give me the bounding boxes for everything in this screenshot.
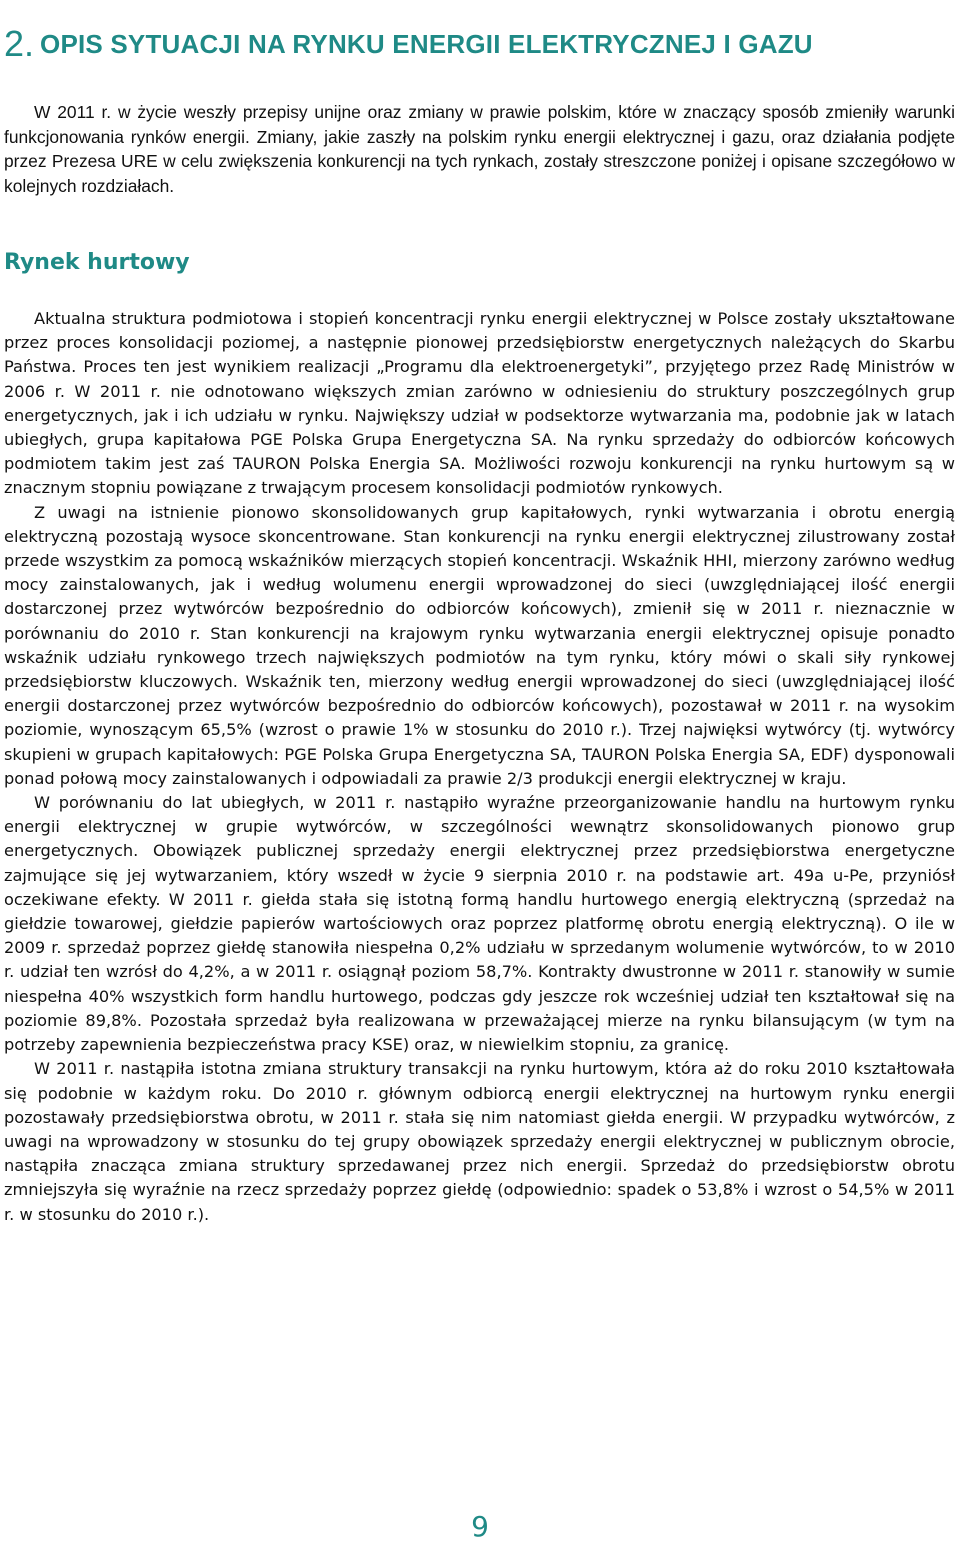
section-heading: Rynek hurtowy [4,250,190,275]
intro-text: W 2011 r. w życie weszły przepisy unijne oraz zmiany w prawie polskim, które w znaczący sposób zmieniły warunki funkcjonowania rynków energii. Zmiany, jakie zaszły na polskim rynku energii elektrycznej i gazu, oraz działania podjęte przez Prezesa URE w celu zwiększenia konkurencji na tych rynkach, zostały streszczone poniżej i opisane szczegółowo w kolejnych rozdziałach. [4,102,955,196]
body-paragraph: Z uwagi na istnienie pionowo skonsolidowanych grup kapitałowych, rynki wytwarzania i obrotu energią elektryczną pozostają wysoce skoncentrowane. Stan konkurencji na rynku energii elektrycznej zilustrowany został przede wszystkim za pomocą wskaźników mierzących stopień koncentracji. Wskaźnik HHI, mierzony zarówno według mocy zainstalowanych, jak i według wolumenu energii wprowadzonej do sieci (uwzględniającej ilość energii dostarczonej przez wytwórców bezpośrednio do odbiorców końcowych), zmienił się w 2011 r. nieznacznie w porównaniu do 2010 r. Stan konkurencji na krajowym rynku wytwarzania energii elektrycznej opisuje ponadto wskaźnik udziału rynkowego trzech największych podmiotów na tym rynku, który mówi o skali siły rynkowej przedsiębiorstw kluczowych. Wskaźnik ten, mierzony według energii wprowadzonej do sieci (uwzględniającej ilość energii dostarczonej przez wytwórców bezpośrednio do odbiorców końcowych), pozostawał w 2011 r. na wysokim poziomie, wynoszącym 65,5% (wzrost o prawie 1% w stosunku do 2010 r.). Trzej najwięksi wytwórcy (tj. wytwórcy skupieni w grupach kapitałowych: PGE Polska Grupa Energetyczna SA, TAURON Polska Energia SA, EDF) dysponowali ponad połową mocy zainstalowanych i odpowiadali za prawie 2/3 produkcji energii elektrycznej w kraju. [4,502,955,788]
section-body [4,307,955,1227]
chapter-number: 2. [4,23,35,65]
body-paragraph: W 2011 r. nastąpiła istotna zmiana struktury transakcji na rynku hurtowym, która aż do roku 2010 kształtowała się podobnie w każdym roku. Do 2010 r. głównym odbiorcą energii elektrycznej na hurtowym rynku energii pozostawały przedsiębiorstwa obrotu, w 2011 r. stała się nim natomiast giełda energii. W przypadku wytwórców, z uwagi na wprowadzony w stosunku do tej grupy obowiązek sprzedaży energii elektrycznej w publicznym obrocie, nastąpiła znacząca zmiana struktury sprzedawanej przez nich energii. Sprzedaż do przedsiębiorstw obrotu zmniejszyła się wyraźnie na rzecz sprzedaży poprzez giełdę (odpowiednio: spadek o 53,8% i wzrost o 54,5% w 2011 r. w stosunku do 2010 r.). [4,1059,955,1224]
body-paragraph: Aktualna struktura podmiotowa i stopień koncentracji rynku energii elektrycznej w Polsce zostały ukształtowane przez proces konsolidacji poziomej, a następnie pionowej przedsiębiorstw energetycznych należących do Skarbu Państwa. Proces ten jest wynikiem realizacji „Programu dla elektroenergetyki”, przyjętego przez Radę Ministrów w 2006 r. W 2011 r. nie odnotowano większych zmian zarówno w odniesieniu do struktury poszczególnych grup energetycznych, jak i ich udziału w rynku. Największy udział w podsektorze wytwarzania ma, podobnie jak w latach ubiegłych, grupa kapitałowa PGE Polska Grupa Energetyczna SA. Na rynku sprzedaży do odbiorców końcowych podmiotem takim jest zaś TAURON Polska Energia SA. Możliwości rozwoju konkurencji na rynku hurtowym są w znacznym stopniu powiązane z trwającym procesem konsolidacji podmiotów rynkowych. [4,309,955,498]
body-paragraph: W porównaniu do lat ubiegłych, w 2011 r. nastąpiło wyraźne przeorganizowanie handlu na hurtowym rynku energii elektrycznej w grupie wytwórców, w szczególności wewnątrz skonsolidowanych pionowo grup energetycznych. Obowiązek publicznej sprzedaży energii elektrycznej przez przedsiębiorstwa energetyczne zajmujące się jej wytwarzaniem, który wszedł w życie 9 sierpnia 2010 r. na podstawie art. 49a u-Pe, przyniósł oczekiwane efekty. W 2011 r. giełda stała się istotną formą handlu hurtowego energią elektryczną (sprzedaż na giełdzie towarowej, giełdzie papierów wartościowych oraz poprzez platformę obrotu energią elektryczną). O ile w 2009 r. sprzedaż poprzez giełdę stanowiła niespełna 0,2% udziału w sprzedanym wolumenie wytwórców, to w 2010 r. udział ten wzrósł do 4,2%, a w 2011 r. osiągnął poziom 58,7%. Kontrakty dwustronne w 2011 r. stanowiły w sumie niespełna 40% wszystkich form handlu hurtowego, podczas gdy jeszcze rok wcześniej udział ten kształtował się na poziomie 89,8%. Pozostała sprzedaż była realizowana w przeważającej mierze na rynku bilansującym (w tym na potrzeby zapewnienia bezpieczeństwa pracy KSE) oraz, w niewielkim stopniu, za granicę. [4,793,955,1055]
chapter-title: OPIS SYTUACJI NA RYNKU ENERGII ELEKTRYCZNEJ I GAZU [40,29,813,60]
page-number: 9 [471,1510,489,1543]
intro-paragraph [4,100,955,198]
chapter-heading [4,23,954,65]
